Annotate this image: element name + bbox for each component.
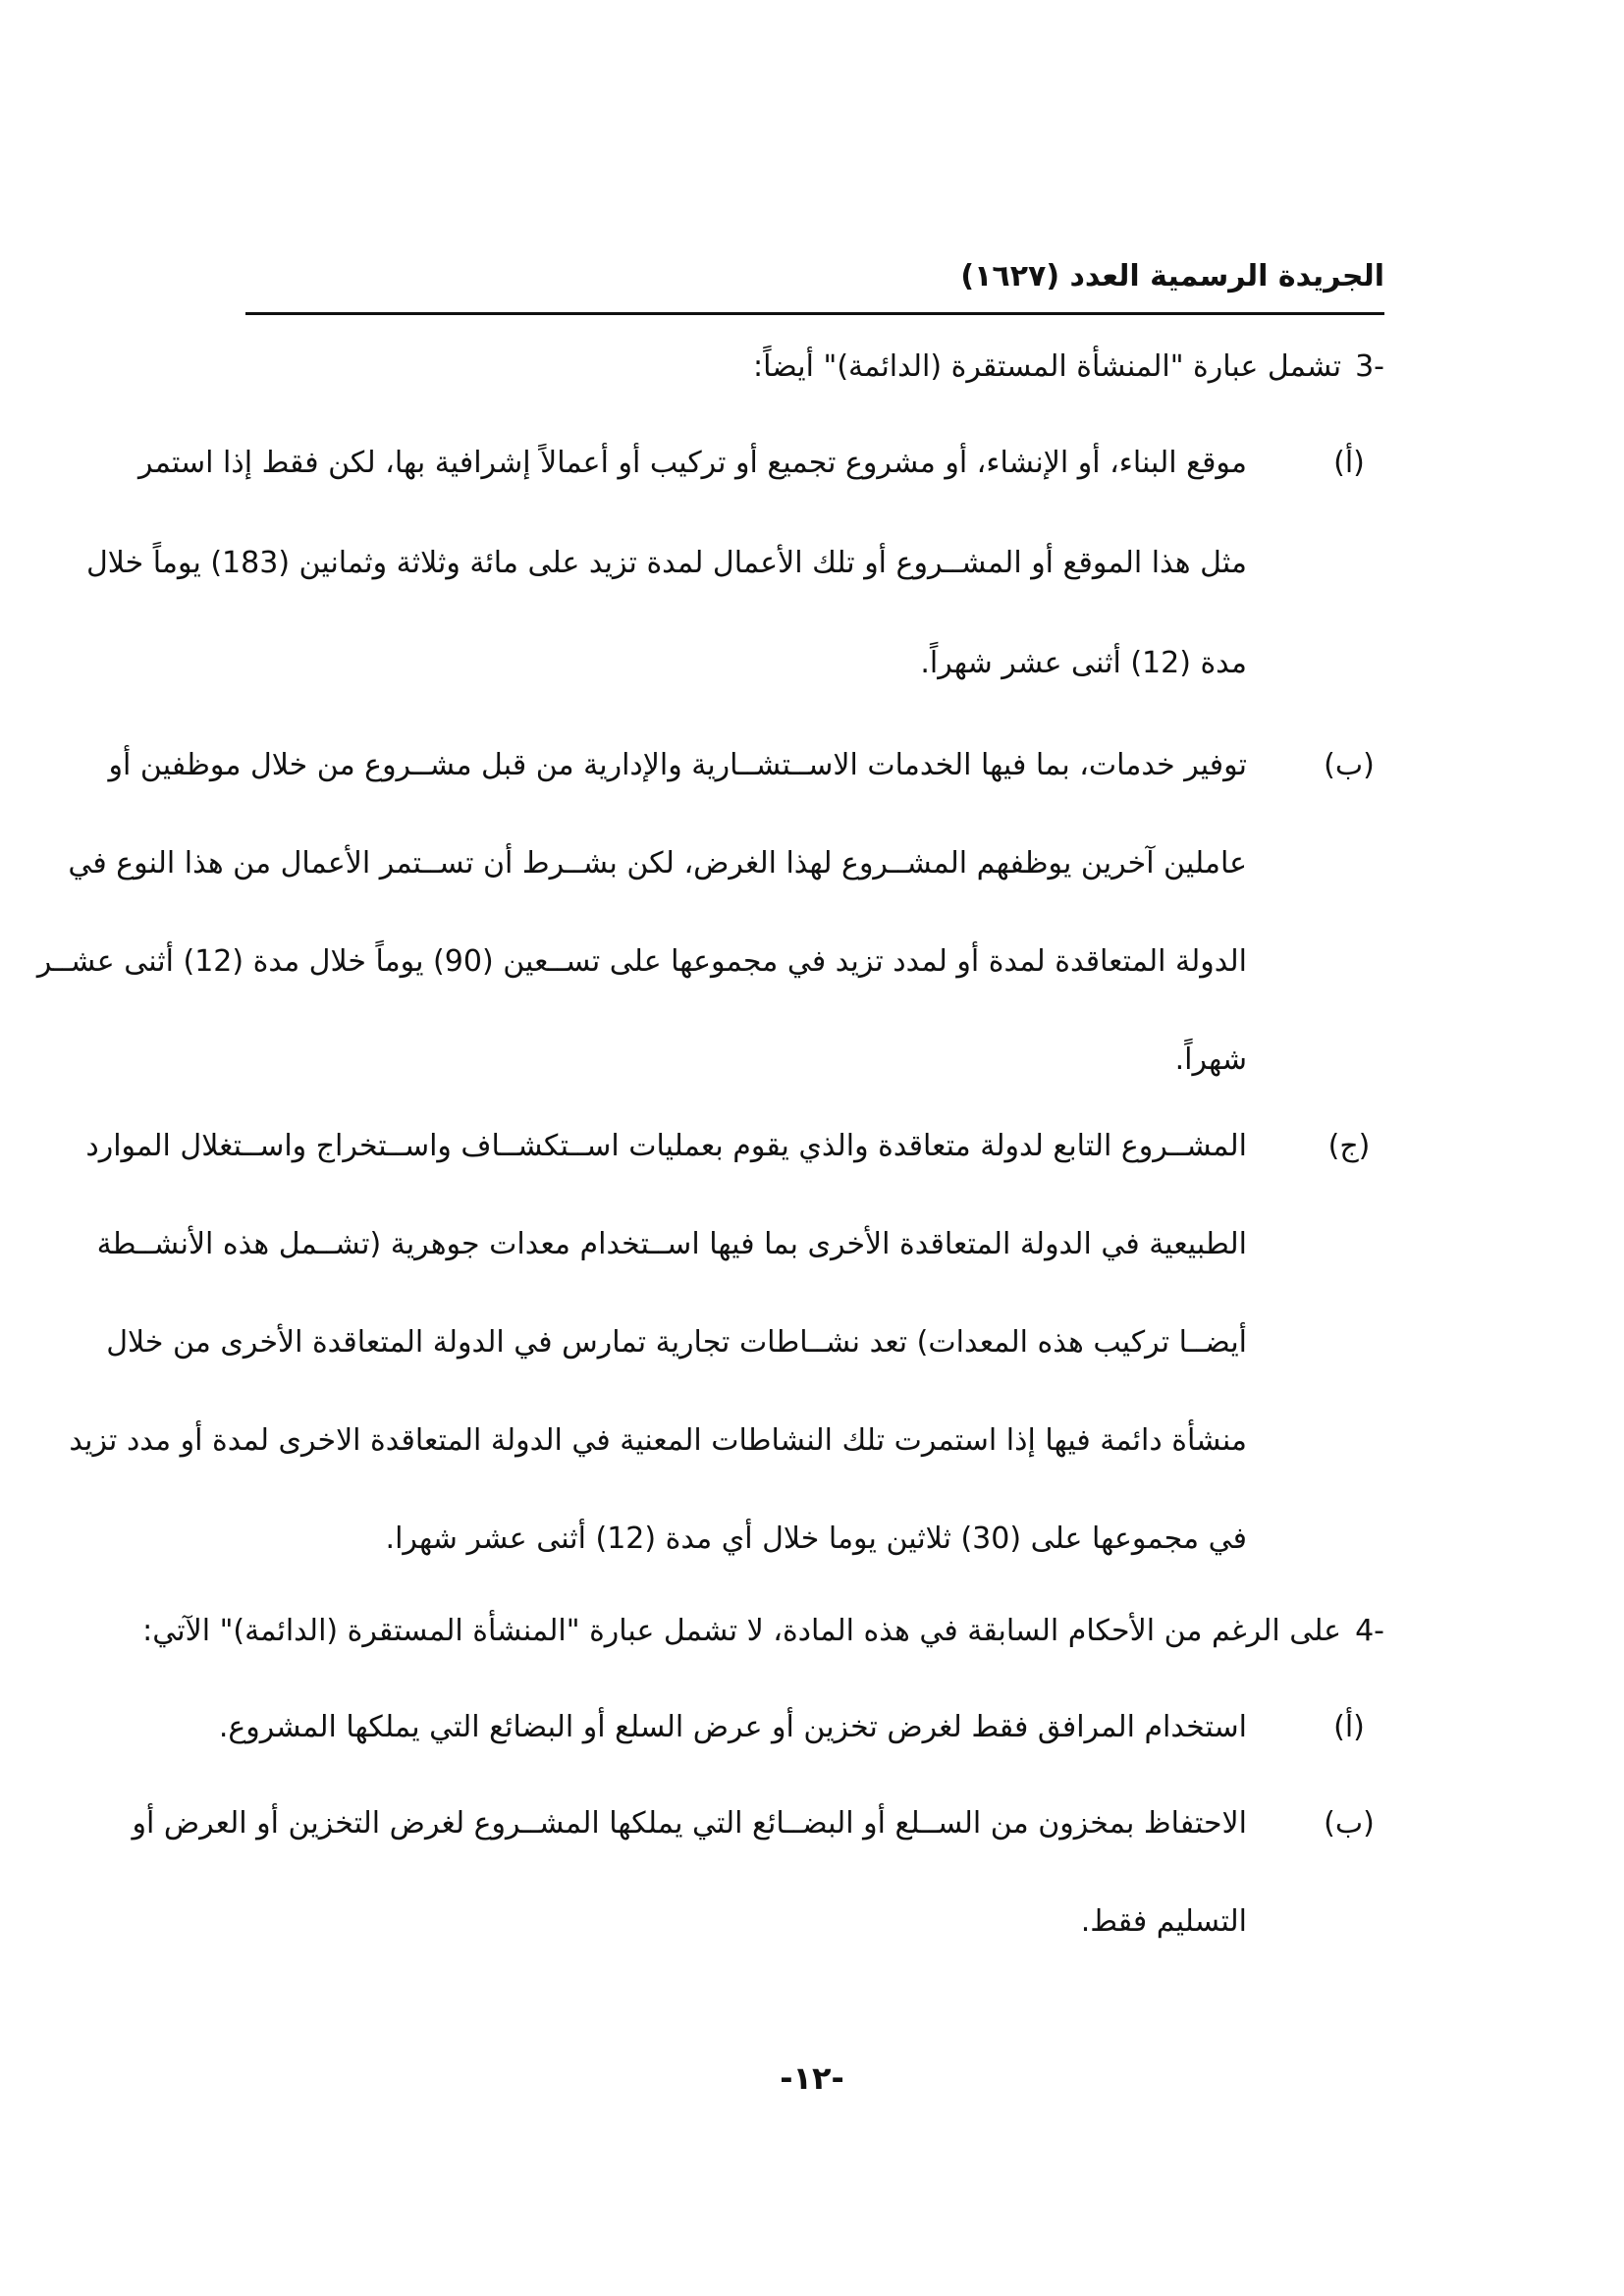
text-line: توفير خدمات، بما فيها الخدمات الاســتشــارية والإدارية من قبل مشــروع من خلال موظفين أو	[108, 748, 1247, 782]
clause-label: (أ)	[1333, 1710, 1365, 1744]
section-4-heading	[142, 1612, 1384, 1651]
text-line: موقع البناء، أو الإنشاء، أو مشروع تجميع أو تركيب أو أعمالاً إشرافية بها، لكن فقط إذا استمر	[138, 446, 1247, 480]
clause-text	[85, 444, 1247, 683]
section-number: -3	[1355, 349, 1384, 384]
section-number: -4	[1355, 1614, 1384, 1648]
text-line: منشأة دائمة فيها إذا استمرت تلك النشاطات المعنية في الدولة المتعاقدة الاخرى لمدة أو مدد تزيد	[69, 1423, 1247, 1458]
gazette-title: الجريدة الرسمية العدد (١٦٢٧)	[960, 259, 1384, 294]
text-line: مدة (12) أثنى عشر شهراً.	[920, 646, 1247, 680]
text-line: مثل هذا الموقع أو المشــروع أو تلك الأعمال لمدة تزيد على مائة وثلاثة وثمانين (183) يوماً خلال	[85, 546, 1247, 580]
text-line: استخدام المرافق فقط لغرض تخزين أو عرض السلع أو البضائع التي يملكها المشروع.	[218, 1710, 1247, 1744]
text-line: الاحتفاظ بمخزون من الســلع أو البضــائع التي يملكها المشــروع لغرض التخزين أو العرض أو	[132, 1806, 1247, 1841]
clause-label: (أ)	[1333, 446, 1365, 480]
clause-label: (ب)	[1324, 748, 1375, 782]
clause-label: (ج)	[1327, 1129, 1371, 1163]
section-3-heading	[753, 347, 1384, 387]
clause-text	[69, 1127, 1247, 1559]
clause-text	[36, 746, 1247, 1080]
section-text: على الرغم من الأحكام السابقة في هذه المادة، لا تشمل عبارة "المنشأة المستقرة (الدائمة)" الآتي:	[142, 1614, 1342, 1648]
page-number: -١٢-	[780, 2059, 844, 2097]
text-line: المشــروع التابع لدولة متعاقدة والذي يقوم بعمليات اســتكشــاف واســتخراج واســتغلال الموارد	[85, 1129, 1247, 1163]
text-line: أيضــا تركيب هذه المعدات) تعد نشــاطات تجارية تمارس في الدولة المتعاقدة الأخرى من خلال	[106, 1325, 1247, 1360]
section-text: تشمل عبارة "المنشأة المستقرة (الدائمة)" أيضاً:	[753, 349, 1342, 384]
clause-text	[218, 1708, 1247, 1747]
text-line: الطبيعية في الدولة المتعاقدة الأخرى بما فيها اســتخدام معدات جوهرية (تشــمل هذه الأنشــطة	[96, 1227, 1247, 1261]
text-line: التسليم فقط.	[1080, 1904, 1247, 1939]
clause-label: (ب)	[1324, 1806, 1375, 1841]
text-line: في مجموعها على (30) ثلاثين يوما خلال أي مدة (12) أثنى عشر شهرا.	[385, 1522, 1247, 1556]
text-line: شهراً.	[1174, 1042, 1247, 1077]
page-header	[245, 257, 1384, 315]
clause-text	[132, 1804, 1247, 1942]
text-line: عاملين آخرين يوظفهم المشــروع لهذا الغرض، لكن بشــرط أن تســتمر الأعمال من هذا النوع في	[68, 846, 1247, 881]
text-line: الدولة المتعاقدة لمدة أو لمدد تزيد في مجموعها على تســعين (90) يوماً خلال مدة (12) أثنى عشــر	[36, 944, 1247, 979]
